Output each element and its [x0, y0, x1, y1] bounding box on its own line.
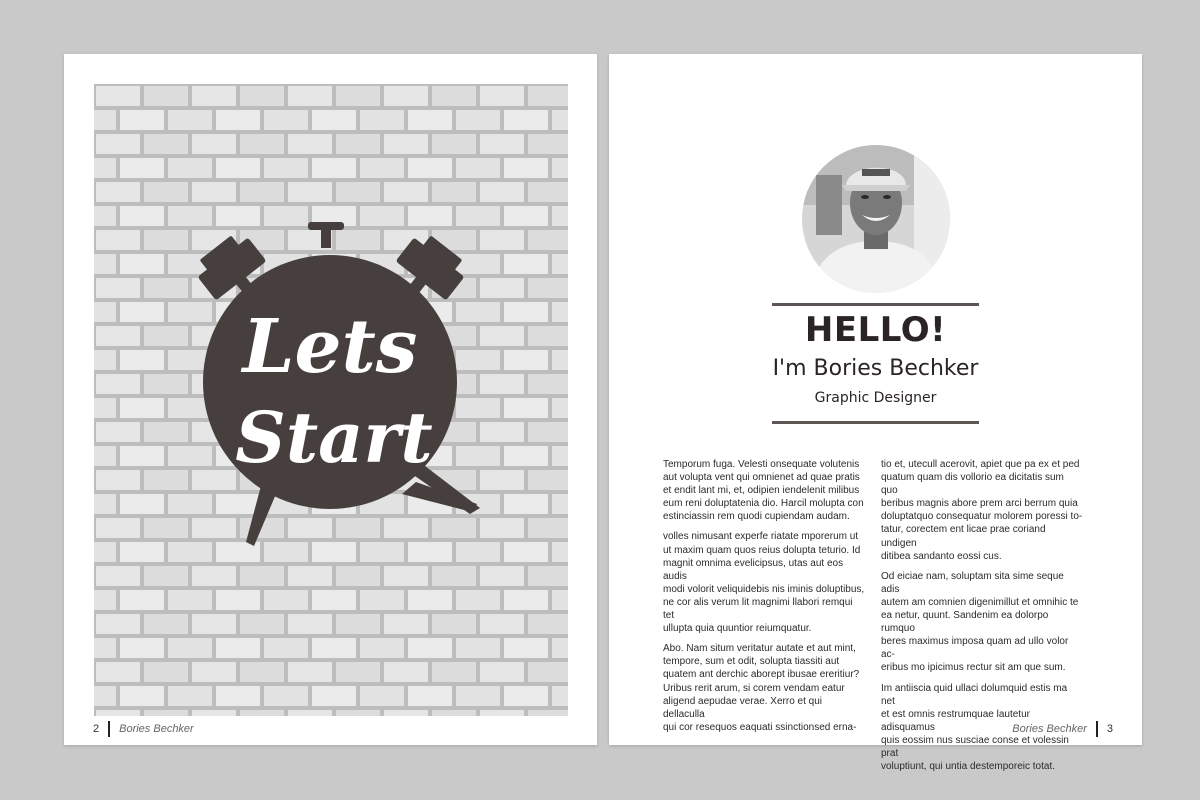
paragraph: Im antiiscia quid ullaci dolumquid estis ma net et est omnis restrumquae lautetur adisquamus quis eossim nus susciae conse et volessin prat voluptiunt, qui untia destemporeic totat. — [881, 682, 1069, 773]
greeting-heading: HELLO! — [804, 310, 947, 350]
footer-divider — [108, 721, 110, 737]
avatar — [802, 145, 950, 293]
page-footer-left — [93, 721, 194, 737]
intro-subheading: I'm Bories Bechker — [772, 356, 979, 381]
paragraph: tio et, utecull acerovit, apiet que pa ex et ped quatum quam dis vollorio ea dicitatis sum quo beribus magnis abore prem arci berrum quia doluptatquo consequatur molorem poressi to- tatur, corectem ent licae prae coriand undigen ditibea sandanto eossi cus. — [881, 459, 1083, 562]
paragraph: Abo. Nam situm veritatur autate et aut mint, tempore, sum et odit, solupta tiassiti aut quatem ant derchic aborept ibusae ereritiur? Uribus rerit arum, si corem vendam eatur aligend aepudae verae. Xerro et qui dellaculla qui cor resequos eaquati ssinctionsed erna- — [663, 643, 860, 733]
left-page — [64, 54, 597, 745]
page-footer-right — [1012, 721, 1113, 737]
role-label: Graphic Designer — [814, 390, 937, 406]
poster-text-line1: Lets — [242, 304, 418, 390]
brick-wall-photo — [94, 84, 568, 716]
footer-divider — [1096, 721, 1098, 737]
page-number: 3 — [1106, 723, 1113, 735]
right-page — [609, 54, 1142, 773]
divider-top — [772, 303, 979, 306]
paragraph: volles nimusant experfe riatate mporerum ut ut maxim quam quos reius dolupta teturio. Id magnit omnima evelicipsus, utas aut eos audis modi volorit veliquidebis nis iminis doluptibus, ne cor alis verum lit magnimi llabori remqui tet ullupta quia quuntior reiumquatur. — [663, 531, 865, 635]
page-number: 2 — [93, 723, 100, 735]
paragraph: Od eiciae nam, soluptam sita sime seque adis autem am comnien digenimillut et omnihic te ea netur, quunt. Sandenim ea dolorpo rumquo beres maximus imposa quam ad ullo volor ac- eribus mo ipicimus rectur sit am que sum. — [881, 570, 1079, 674]
footer-author: Bories Bechker — [1012, 723, 1087, 735]
text-column-1 — [663, 458, 865, 741]
paragraph: Temporum fuga. Velesti onsequate volutenis aut volupta vent qui omnienet ad quae pratis et endit lant mi, et, odipien iendelenit milibus eum reni doluptatenia dio. Harcil molupta con estinciassin rem quodi cupiendam audam. — [663, 459, 864, 523]
poster-text-line2: Start — [235, 396, 433, 479]
footer-author: Bories Bechker — [119, 723, 194, 735]
divider-bottom — [772, 421, 979, 424]
